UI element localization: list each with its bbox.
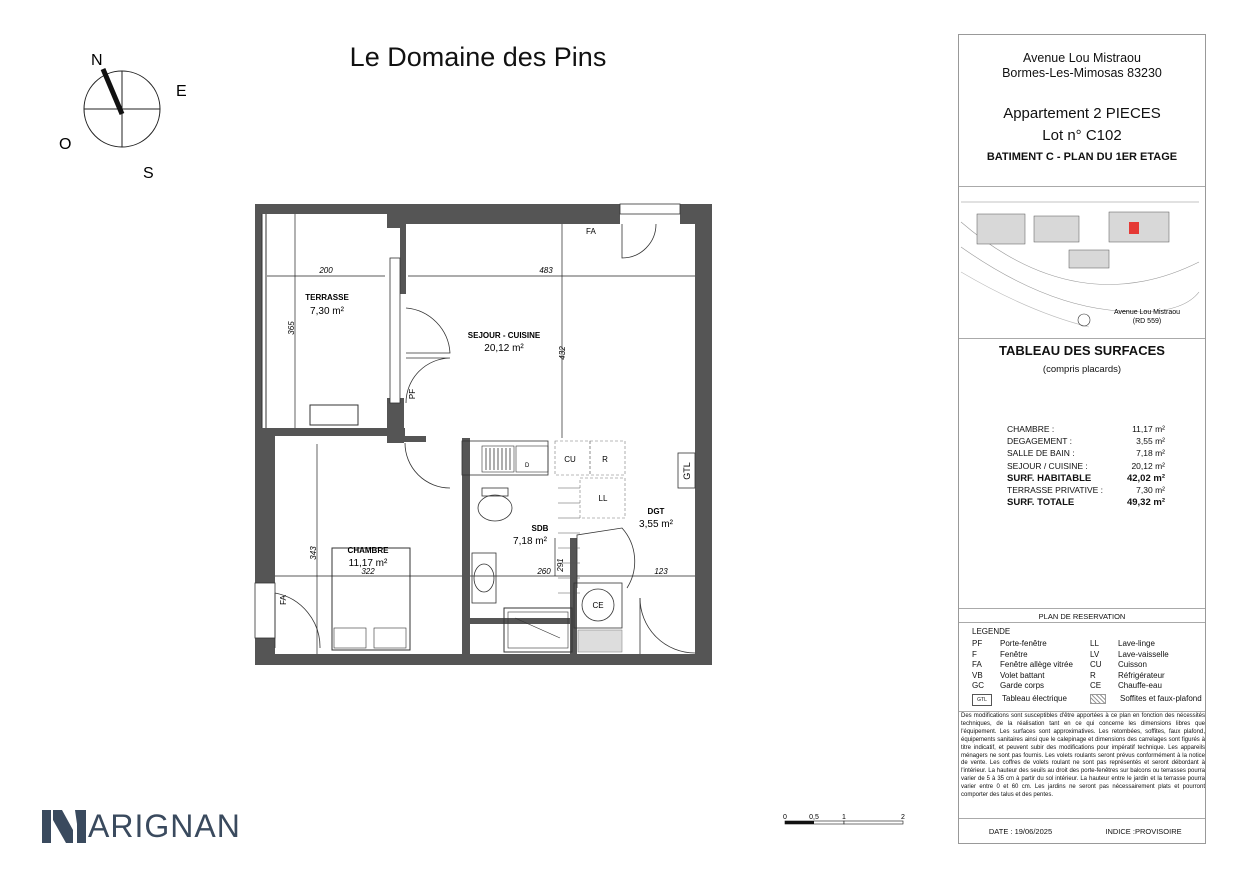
room-sdb-name: SDB: [531, 524, 549, 533]
divider: [959, 338, 1205, 339]
room-chambre-name: CHAMBRE: [347, 546, 389, 555]
surfaces-table: [1007, 424, 1165, 509]
divider: [959, 186, 1205, 187]
legend-item: R Réfrigérateur: [1090, 670, 1165, 680]
room-terrasse-area: 7,30 m²: [310, 306, 344, 317]
legend-item: FA Fenêtre allège vitrée: [972, 660, 1073, 669]
apartment-block: [959, 103, 1205, 147]
compass-e: E: [176, 83, 187, 100]
label-gtl: GTL: [682, 462, 692, 480]
lot-number: Lot n° C102: [1042, 127, 1122, 144]
plan-reservation-label: PLAN DE RESERVATION: [1038, 612, 1126, 621]
label-cu: CU: [564, 455, 576, 464]
indice-label: INDICE :PROVISOIRE: [1105, 826, 1182, 836]
legend-item: PF Porte-fenêtre: [972, 639, 1047, 648]
site-label-1: Avenue Lou Mistraou: [1113, 309, 1181, 316]
divider: [959, 608, 1205, 609]
room-sejour-area: 20,12 m²: [484, 343, 524, 354]
label-fa-left: FA: [279, 595, 288, 605]
legend-item: GTL Tableau électrique: [972, 694, 1073, 707]
dim-483: 483: [539, 266, 553, 275]
surface-row-degagement: DEGAGEMENT : 3,55 m²: [1007, 436, 1165, 447]
label-fa-top: FA: [586, 227, 596, 236]
label-ce: CE: [592, 601, 604, 610]
disclaimer-note: Des modifications sont susceptibles d'être apportées à ce plan en fonction des nécessités techniques, de la réalisation tant en ce qui concerne les dimensions libres que l'équipement. Les surfaces sont approximatives. Les retombées, soffites, faux plafond, équipements sanitaires ainsi que le calepinage et dimensions des carrelages sont figurés à titre indicatif, et peuvent subir des modifications pour impératif technique. Les appareils ménagers ne sont pas fournis. Les volets roulants seront prévus conformément à la notice de vente. Les coffres de volets roulant ne sont pas représentés et seront débordant à l'intérieur. La hauteur des seuils au droit des porte-fenêtres sur balcons ou terrasses pourra varier de 5 à 35 cm à partir du sol intérieur. La hauteur entre le jardin et la terrasse pourra varier entre 0 et 60 cm. Les jardins ne seront pas nécessairement plats et pourront comporter des talus et des pentes.: [961, 713, 1205, 799]
dim-291: 291: [556, 558, 565, 572]
dim-322: 322: [361, 567, 375, 576]
legend-right: [1090, 639, 1202, 704]
lot-marker: [1129, 222, 1139, 234]
site-plan: [959, 192, 1205, 342]
floor-plan: [250, 198, 720, 673]
room-chambre-area: 11,17 m²: [348, 558, 388, 569]
room-dgt-name: DGT: [647, 507, 665, 516]
address-block: [959, 51, 1205, 81]
info-panel: [958, 34, 1206, 844]
scale-tick-05: 0,5: [809, 814, 819, 821]
room-terrasse-name: TERRASSE: [305, 293, 349, 302]
dim-343: 343: [309, 546, 318, 560]
surface-row-habitable: SURF. HABITABLE 42,02 m²: [1007, 472, 1165, 484]
compass-s: S: [143, 165, 154, 182]
legend-item: Soffites et faux-plafond: [1090, 694, 1202, 705]
site-compass-icon: [1078, 314, 1090, 326]
logo-m-mark: [42, 810, 86, 843]
legend-left: [972, 639, 1073, 706]
compass-n: N: [91, 52, 103, 69]
date-label: DATE : 19/06/2025: [988, 826, 1053, 836]
legend-item: CE Chauffe-eau: [1090, 681, 1162, 690]
compass-o: O: [59, 136, 72, 153]
dim-365: 365: [287, 321, 296, 335]
legend-item: CU Cuisson: [1090, 660, 1147, 669]
apartment-type: Appartement 2 PIECES: [1003, 105, 1161, 122]
logo-text: ARIGNAN: [88, 807, 241, 844]
legend-item: LV Lave-vaisselle: [1090, 649, 1169, 659]
address-line2: Bormes-Les-Mimosas 83230: [1002, 66, 1162, 80]
label-ll: LL: [598, 494, 608, 503]
dim-200: 200: [319, 266, 333, 275]
surfaces-table-title: TABLEAU DES SURFACES: [999, 343, 1165, 358]
dim-123: 123: [654, 567, 668, 576]
surfaces-table-subtitle: (compris placards): [1042, 364, 1122, 375]
site-label-2: (RD 559): [1132, 318, 1162, 325]
graphic-scale: [780, 810, 910, 830]
divider: [959, 711, 1205, 712]
scale-tick-0: 0: [783, 814, 787, 821]
legend-item: VB Volet battant: [972, 670, 1045, 680]
room-sejour-name: SEJOUR - CUISINE: [467, 331, 541, 340]
surface-row-sdb: SALLE DE BAIN : 7,18 m²: [1007, 448, 1165, 459]
dim-260: 260: [537, 567, 551, 576]
panel-footer: [959, 818, 1205, 844]
surface-row-chambre: CHAMBRE : 11,17 m²: [1007, 424, 1165, 434]
legend-item: F Fenêtre: [972, 649, 1028, 659]
address-line1: Avenue Lou Mistraou: [1023, 51, 1141, 65]
scale-tick-2: 2: [901, 814, 905, 821]
project-title: Le Domaine des Pins: [349, 42, 607, 72]
north-arrow: [103, 69, 122, 114]
divider: [959, 622, 1205, 623]
scale-tick-1: 1: [842, 814, 846, 821]
label-d: D: [525, 463, 530, 469]
marignan-logo: [42, 808, 241, 844]
hatch-icon: [1090, 694, 1106, 704]
legend-title: LEGENDE: [972, 627, 1011, 636]
dim-432: 432: [558, 346, 567, 360]
surface-row-totale: SURF. TOTALE 49,32 m²: [1007, 497, 1165, 509]
legend-item: LL Lave-linge: [1090, 639, 1155, 648]
label-r: R: [602, 455, 608, 464]
legend-item: GC Garde corps: [972, 681, 1045, 690]
surface-row-terrasse: TERRASSE PRIVATIVE : 7,30 m²: [1007, 484, 1165, 495]
room-dgt-area: 3,55 m²: [639, 519, 673, 530]
compass-rose: [55, 45, 205, 195]
label-pf: PF: [408, 388, 417, 400]
batiment-label: BATIMENT C - PLAN DU 1ER ETAGE: [986, 151, 1178, 163]
room-sdb-area: 7,18 m²: [513, 536, 547, 547]
surface-row-sejour: SEJOUR / CUISINE : 20,12 m²: [1007, 460, 1165, 471]
